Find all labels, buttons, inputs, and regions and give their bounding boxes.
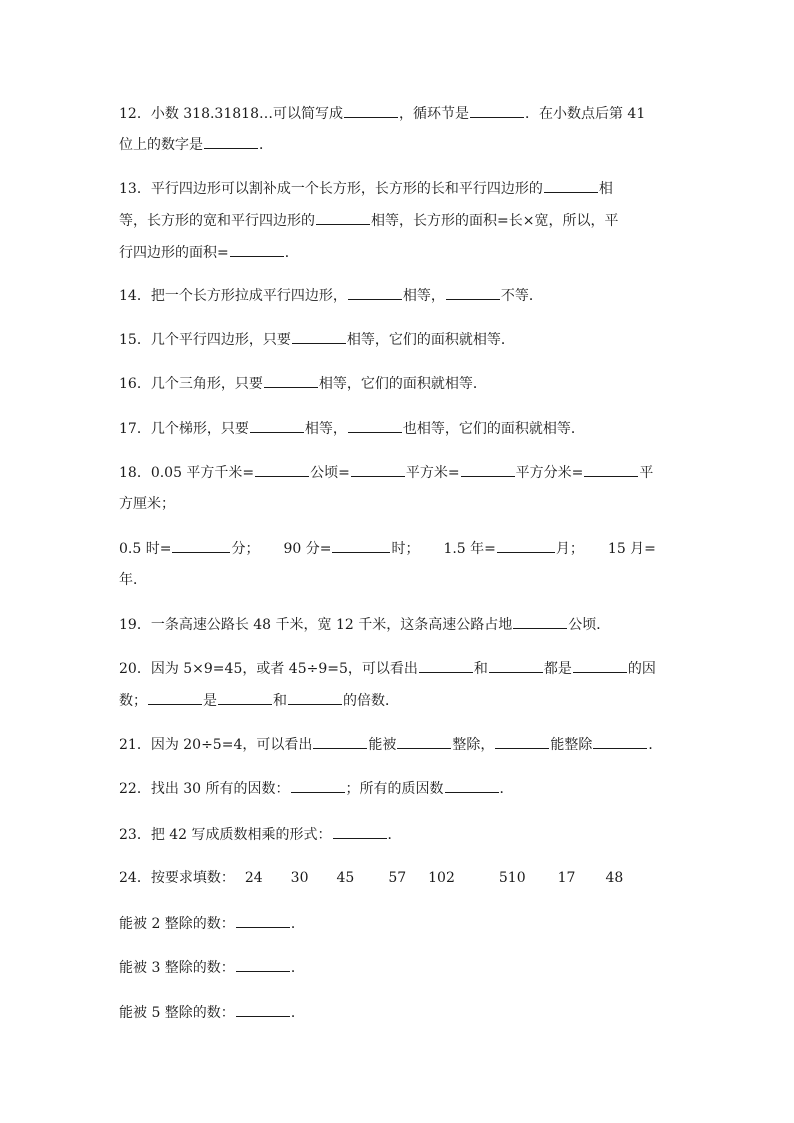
q15-text: 15．几个平行四边形，只要 [119, 332, 291, 348]
q13-blank-3[interactable] [230, 242, 284, 257]
q24-number: 45 [336, 870, 355, 886]
q18-text: 0.5 时= [119, 541, 172, 557]
q18-blank-2[interactable] [351, 462, 405, 477]
q18-text: 15 月= [607, 541, 656, 557]
q21-blank-4[interactable] [593, 734, 647, 749]
q24-blank-div2[interactable] [236, 913, 290, 928]
q20-text: 数； [119, 693, 147, 709]
q20-text: 的倍数． [343, 693, 399, 709]
q19-text: 19．一条高速公路长 48 千米，宽 12 千米，这条高速公路占地 [119, 617, 513, 633]
q20-line-2 [119, 690, 675, 711]
q12-blank-1[interactable] [344, 103, 398, 118]
q18-text: 时； [391, 541, 420, 557]
q24-text: ． [290, 960, 305, 976]
q21-text: 能被 [368, 737, 397, 753]
q21-text: ． [648, 737, 663, 753]
q20-text: 和 [273, 693, 287, 709]
q24-text: 能被 3 整除的数： [119, 960, 235, 976]
q12-text: 位上的数字是 [119, 137, 203, 153]
q24-text: 能被 5 整除的数： [119, 1005, 235, 1021]
q16-text: 16．几个三角形，只要 [119, 376, 263, 392]
q20-blank-2[interactable] [489, 658, 543, 673]
q13-line-2 [119, 210, 675, 231]
q22-text: 22．找出 30 所有的因数： [119, 781, 290, 797]
q18-line-4 [119, 570, 675, 590]
q20-blank-4[interactable] [148, 690, 202, 705]
q23-line [119, 824, 675, 845]
q21-text: 21．因为 20÷5=4，可以看出 [119, 737, 313, 753]
q13-blank-2[interactable] [316, 210, 370, 225]
q18-blank-6[interactable] [332, 538, 390, 553]
q24-number: 510 [498, 870, 526, 886]
q23-text: 23．把 42 写成质数相乘的形式： [119, 827, 332, 843]
q12-line-2 [119, 134, 675, 155]
q19-text: 公顷． [568, 617, 611, 633]
q14-text: 相等， [402, 288, 445, 304]
q20-blank-6[interactable] [288, 690, 342, 705]
q17-blank-1[interactable] [250, 418, 304, 433]
q20-text: 都是 [543, 661, 572, 677]
q21-blank-1[interactable] [313, 734, 367, 749]
q24-number: 102 [428, 870, 455, 886]
q12-text: 12．小数 318.31818…可以简写成 [119, 106, 343, 122]
q14-blank-2[interactable] [446, 285, 500, 300]
q15-line [119, 329, 675, 350]
q24-blank-div5[interactable] [236, 1002, 290, 1017]
q24-text: 24．按要求填数： [119, 870, 235, 886]
q18-text: 方厘米； [119, 496, 175, 512]
q13-text: 行四边形的面积= [119, 245, 229, 261]
q18-blank-1[interactable] [255, 462, 309, 477]
q13-line-1 [119, 178, 675, 199]
q18-text: 平 [639, 465, 654, 481]
q20-blank-5[interactable] [218, 690, 272, 705]
q24-number: 48 [605, 870, 624, 886]
q24-text: ． [290, 916, 305, 932]
q18-text: 公顷= [310, 465, 350, 481]
q15-blank[interactable] [292, 329, 346, 344]
q12-text: ，循环节是 [398, 106, 469, 122]
q18-line-3 [119, 538, 675, 559]
q24-line [119, 868, 675, 888]
q20-blank-1[interactable] [419, 658, 473, 673]
q14-text: 不等． [500, 288, 543, 304]
q20-text: 是 [203, 693, 217, 709]
q20-text: 20．因为 5×9=45，或者 45÷9=5，可以看出 [119, 661, 418, 677]
q24-text: 能被 2 整除的数： [119, 916, 235, 932]
q19-line [119, 614, 675, 635]
q13-text: 13．平行四边形可以割补成一个长方形，长方形的长和平行四边形的 [119, 181, 543, 197]
q13-text: 相等，长方形的面积=长×宽，所以，平 [371, 213, 619, 229]
q21-text: 能整除 [550, 737, 593, 753]
q21-line [119, 734, 675, 755]
q17-text: 相等， [304, 421, 347, 437]
q22-text: ；所有的质因数 [345, 781, 444, 797]
q17-text: 也相等，它们的面积就相等． [402, 421, 585, 437]
q18-line-1 [119, 462, 675, 483]
q17-blank-2[interactable] [348, 418, 402, 433]
q22-blank-2[interactable] [445, 778, 499, 793]
q18-text: 年． [119, 572, 147, 588]
q12-blank-2[interactable] [470, 103, 524, 118]
q18-blank-4[interactable] [584, 462, 638, 477]
q17-text: 17．几个梯形，只要 [119, 421, 249, 437]
q24-number: 57 [388, 870, 407, 886]
q20-blank-3[interactable] [573, 658, 627, 673]
q18-text: 18．0.05 平方千米= [119, 465, 255, 481]
q13-text: 等，长方形的宽和平行四边形的 [119, 213, 315, 229]
q18-blank-5[interactable] [172, 538, 230, 553]
q16-line [119, 373, 675, 394]
q22-blank-1[interactable] [291, 778, 345, 793]
q14-text: 14．把一个长方形拉成平行四边形， [119, 288, 347, 304]
q24-row-div5 [119, 1002, 675, 1023]
q24-text: ． [290, 1005, 305, 1021]
q23-text: ． [387, 827, 402, 843]
q16-blank[interactable] [264, 373, 318, 388]
q15-text: 相等，它们的面积就相等． [346, 332, 515, 348]
q18-text: 1.5 年= [443, 541, 496, 557]
q13-text: ． [284, 245, 299, 261]
q22-text: ． [499, 781, 514, 797]
q19-blank[interactable] [513, 614, 567, 629]
q24-row-div2 [119, 913, 675, 934]
q13-blank-1[interactable] [544, 178, 598, 193]
q14-blank-1[interactable] [348, 285, 402, 300]
q18-text: 平方分米= [515, 465, 584, 481]
q21-blank-3[interactable] [495, 734, 549, 749]
q18-blank-3[interactable] [461, 462, 515, 477]
q17-line [119, 418, 675, 439]
q18-blank-7[interactable] [497, 538, 555, 553]
q18-text: 90 分= [283, 541, 332, 557]
q18-text: 月； [555, 541, 584, 557]
q23-blank[interactable] [333, 824, 387, 839]
q14-line [119, 285, 675, 306]
q12-line-1 [119, 103, 675, 124]
q20-text: 的因 [627, 661, 656, 677]
q24-number: 24 [244, 870, 263, 886]
q24-number: 17 [557, 870, 576, 886]
q21-blank-2[interactable] [397, 734, 451, 749]
q20-text: 和 [473, 661, 488, 677]
q24-row-div3 [119, 957, 675, 978]
q24-number: 30 [290, 870, 309, 886]
q16-text: 相等，它们的面积就相等． [318, 376, 487, 392]
q12-text: ． [259, 137, 273, 153]
q13-text: 相 [598, 181, 613, 197]
q18-text: 分； [231, 541, 260, 557]
q13-line-3 [119, 242, 675, 263]
q20-line-1 [119, 658, 675, 679]
q12-text: ．在小数点后第 41 [524, 106, 646, 122]
q22-line [119, 778, 675, 799]
q18-text: 平方米= [405, 465, 460, 481]
q18-line-2 [119, 494, 675, 514]
q21-text: 整除， [452, 737, 495, 753]
q12-blank-3[interactable] [204, 134, 258, 149]
q24-blank-div3[interactable] [236, 957, 290, 972]
